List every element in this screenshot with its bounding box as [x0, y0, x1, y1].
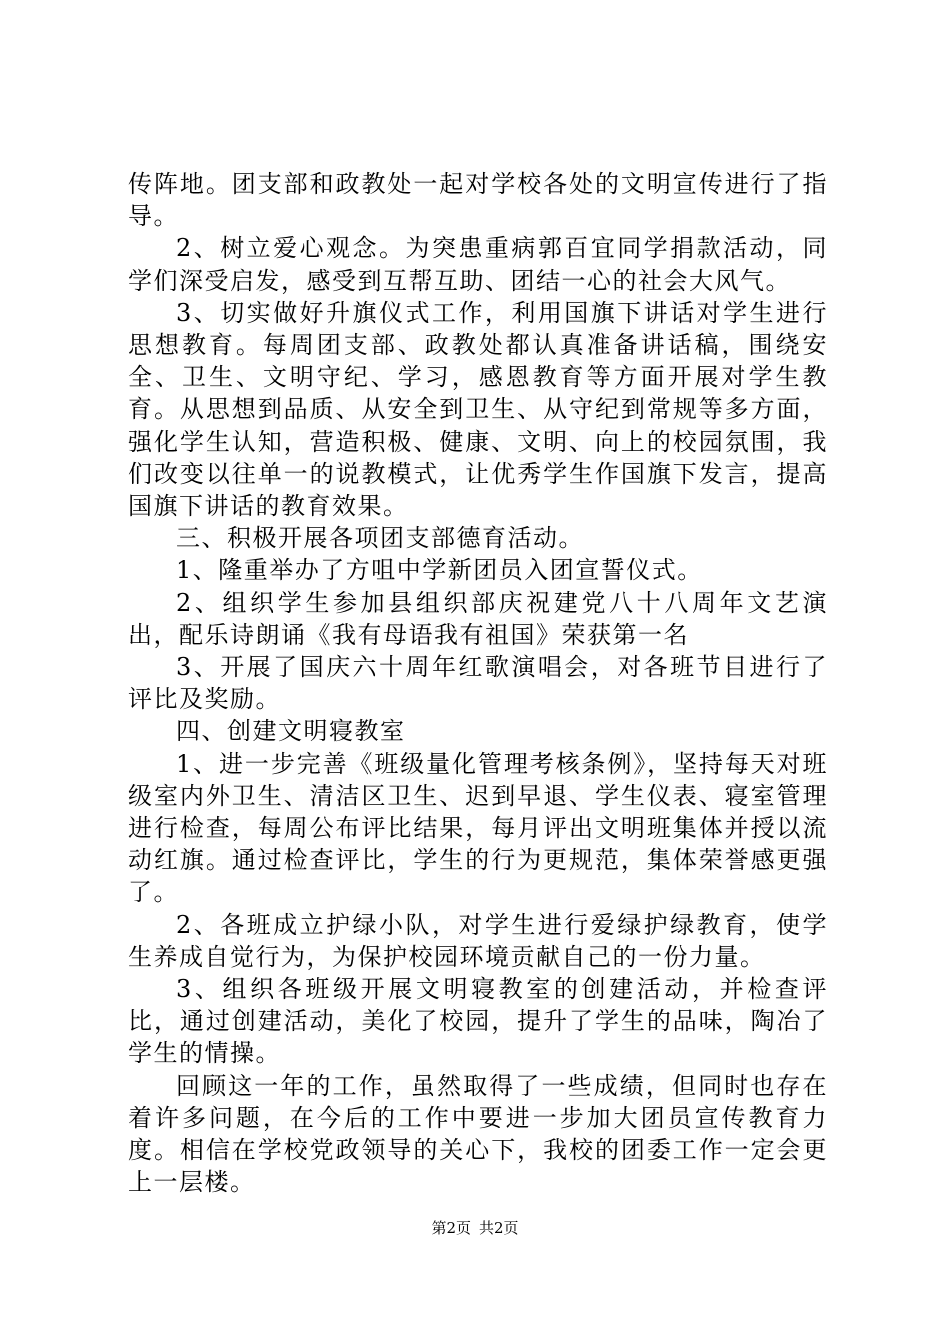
document-body — [128, 168, 828, 1199]
paragraph-11: 3、组织各班级开展文明寝教室的创建活动，并检查评比，通过创建活动，美化了校园，提升了学生的品味，陶冶了学生的情操。 — [128, 975, 828, 1068]
paragraph-3: 3、切实做好升旗仪式工作，利用国旗下讲话对学生进行思想教育。每周团支部、政教处都认真准备讲话稿，围绕安全、卫生、文明守纪、学习，感恩教育等方面开展对学生教育。从思想到品质、从安全到卫生、从守纪到常规等多方面，强化学生认知，营造积极、健康、文明、向上的校园氛围，我们改变以往单一的说教模式，让优秀学生作国旗下发言，提高国旗下讲话的教育效果。 — [128, 298, 828, 521]
section-heading-4: 四、创建文明寝教室 — [176, 717, 406, 746]
paragraph-1: 传阵地。团支部和政教处一起对学校各处的文明宣传进行了指导。 — [128, 170, 828, 231]
page-footer — [0, 1218, 950, 1238]
section-heading-3: 三、积极开展各项团支部德育活动。 — [176, 524, 584, 553]
paragraph-9: 1、进一步完善《班级量化管理考核条例》，坚持每天对班级室内外卫生、清洁区卫生、迟到早退、学生仪表、寝室管理进行检查，每周公布评比结果，每月评出文明班集体并授以流动红旗。通过检查评比，学生的行为更规范，集体荣誉感更强了。 — [128, 749, 828, 907]
paragraph-10: 2、各班成立护绿小队，对学生进行爱绿护绿教育，使学生养成自觉行为，为保护校园环境贡献自己的一份力量。 — [128, 910, 828, 971]
paragraph-7: 3、开展了国庆六十周年红歌演唱会，对各班节目进行了评比及奖励。 — [128, 653, 828, 714]
paragraph-6: 2、组织学生参加县组织部庆祝建党八十八周年文艺演出，配乐诗朗诵《我有母语我有祖国》荣获第一名 — [128, 588, 828, 649]
paragraph-12: 回顾这一年的工作，虽然取得了一些成绩，但同时也存在着许多问题，在今后的工作中要进一步加大团员宣传教育力度。相信在学校党政领导的关心下，我校的团委工作一定会更上一层楼。 — [128, 1071, 828, 1197]
paragraph-5: 1、隆重举办了方咀中学新团员入团宣誓仪式。 — [176, 556, 703, 585]
paragraph-2: 2、树立爱心观念。为突患重病郭百宜同学捐款活动，同学们深受启发，感受到互帮互助、团结一心的社会大风气。 — [128, 234, 828, 295]
page-number: 第2页 — [431, 1219, 471, 1237]
page-total: 共2页 — [479, 1219, 519, 1237]
